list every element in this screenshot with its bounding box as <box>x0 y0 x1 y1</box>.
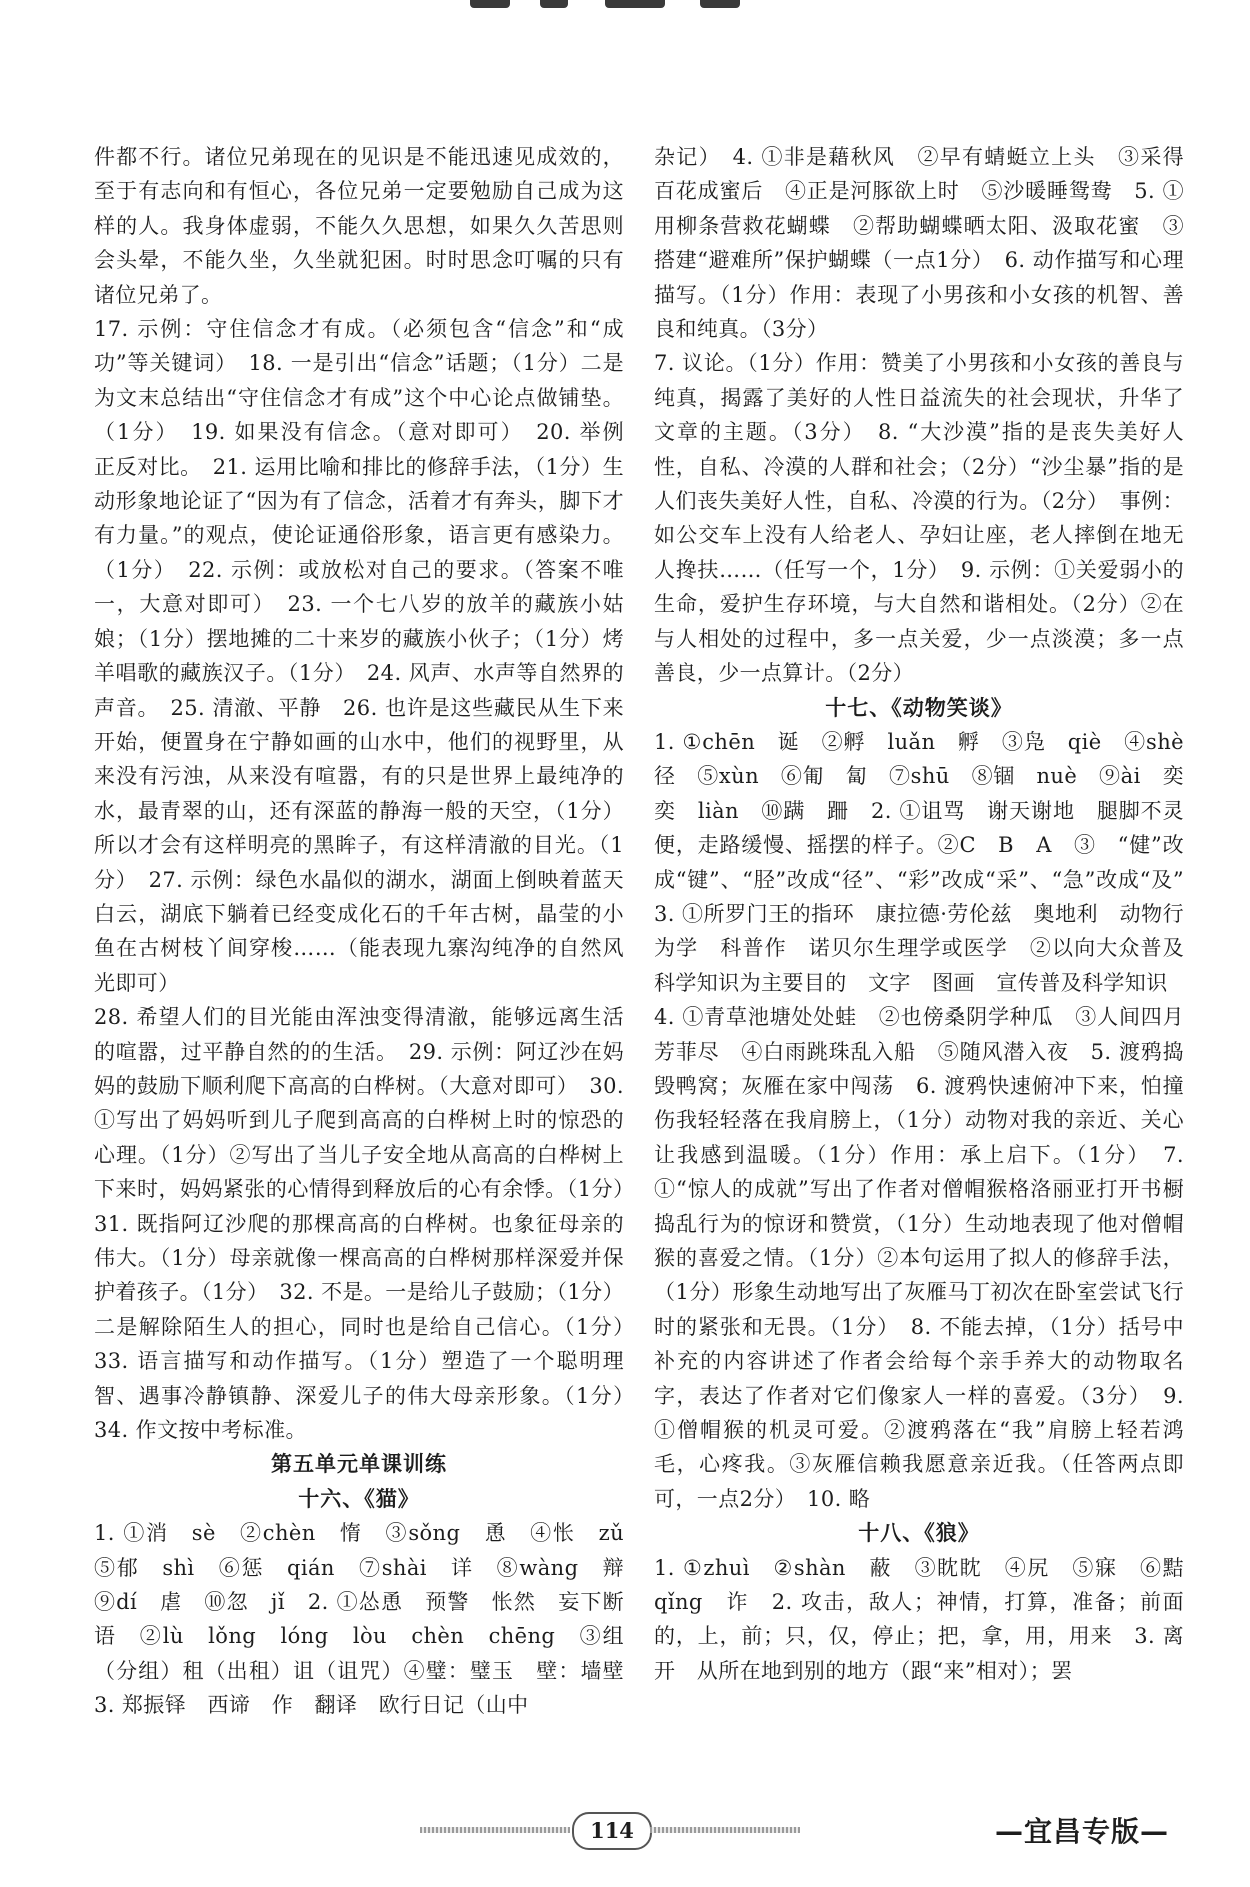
answer-paragraph: 件都不行。诸位兄弟现在的见识是不能迅速见成效的，至于有志向和有恒心，各位兄弟一定要勉励自己成为这样的人。我身体虚弱，不能久久思想，如果久久苦思则会头晕，不能久坐，久坐就犯困。时时思念叮嘱的只有诸位兄弟了。 <box>94 145 624 307</box>
page-footer <box>420 1808 1190 1850</box>
lesson-heading: 十七、《动物笑谈》 <box>825 694 1013 720</box>
answer-paragraph: 28. 希望人们的目光能由浑浊变得清澈，能够远离生活的喧嚣，过平静自然的的生活。 29. 示例：阿辽沙在妈妈的鼓励下顺利爬下高高的白桦树。（大意对即可） 30. ①写出了妈妈听到儿子爬到高高的白桦树上时的惊恐的心理。（1分）②写出了当儿子安全地从高高的白桦树上下来时，妈妈紧张的心情得到释放后的心有余悸。（1分） 31. 既指阿辽沙爬的那棵高高的白桦树。也象征母亲的伟大。（1分）母亲就像一棵高高的白桦树那样深爱并保护着孩子。（1分） 32. 不是。一是给儿子鼓励；（1分）二是解除陌生人的担心，同时也是给自己信心。（1分） 33. 语言描写和动作描写。（1分）塑造了一个聪明理智、遇事冷静镇静、深爱儿子的伟大母亲形象。（1分） 34. 作文按中考标准。 <box>94 1005 646 1443</box>
answer-paragraph: 1. ①zhuì ②shàn 蔽 ③眈眈 ④尻 ⑤寐 ⑥黠 qǐng 诈 2. 攻击，敌人；神情，打算，准备；前面的，上，前；只，仅，停止；把，拿，用，用来 3. 离开 从所在地到别的地方（跟“来”相对）；罢 <box>654 1555 1206 1683</box>
answer-paragraph: 1. ①chēn 诞 ②孵 luǎn 孵 ③凫 qiè ④shè 径 ⑤xùn ⑥匍 匐 ⑦shū ⑧锢 nuè ⑨ài 奕奕 liàn ⑩蹒 跚 2. ①诅骂 谢天谢地 腿脚不灵便，走路缓慢、摇摆的样子。②C B A ③ “健”改成“键”、“胫”改成“径”、“彩”改成“采”、“急”改成“及” 3. ①所罗门王的指环 康拉德·劳伦兹 奥地利 动物行为学 科普作 诺贝尔生理学或医学 ②以向大众普及科学知识为主要目的 文字 图画 宣传普及科学知识 <box>654 729 1206 995</box>
answer-paragraph: 4. ①青草池塘处处蛙 ②也傍桑阴学种瓜 ③人间四月芳菲尽 ④白雨跳珠乱入船 ⑤随风潜入夜 5. 渡鸦捣毁鸭窝；灰雁在家中闯荡 6. 渡鸦快速俯冲下来，怕撞伤我轻轻落在我肩膀上，（1分）动物对我的亲近、关心让我感到温暖。（1分）作用：承上启下。（1分） 7. ①“惊人的成就”写出了作者对僧帽猴格洛丽亚打开书橱捣乱行为的惊讶和赞赏，（1分）生动地表现了他对僧帽猴的喜爱之情。（1分）②本句运用了拟人的修辞手法，（1分）形象生动地写出了灰雁马丁初次在卧室尝试飞行时的紧张和无畏。（1分） 8. 不能去掉，（1分）括号中补充的内容讲述了作者会给每个亲手养大的动物取名字，表达了作者对它们像家人一样的喜爱。（3分） 9. ①僧帽猴的机灵可爱。②渡鸦落在“我”肩膀上轻若鸿毛，心疼我。③灰雁信赖我愿意亲近我。（任答两点即可，一点2分） 10. 略 <box>654 1005 1184 1511</box>
answer-paragraph: 17. 示例：守住信念才有成。（必须包含“信念”和“成功”等关键词） 18. 一是引出“信念”话题；（1分）二是为文末总结出“守住信念才有成”这个中心论点做铺垫。（1分） 19. 如果没有信念。（意对即可） 20. 举例 正反对比。 21. 运用比喻和排比的修辞手法，（1分）生动形象地论证了“因为有了信念，活着才有奔头，脚下才有力量。”的观点，使论证通俗形象，语言更有感染力。（1分） 22. 示例：或放松对自己的要求。（答案不唯一，大意对即可） 23. 一个七八岁的放羊的藏族小姑娘；（1分）摆地摊的二十来岁的藏族小伙子；（1分）烤羊唱歌的藏族汉子。（1分） 24. 风声、水声等自然界的声音。 25. 清澈、平静 26. 也许是这些藏民从生下来开始，便置身在宁静如画的山水中，他们的视野里，从来没有污浊，从来没有喧嚣，有的只是世界上最纯净的水，最青翠的山，还有深蓝的静海一般的天空，（1分）所以才会有这样明亮的黑眸子，有这样清澈的目光。（1分） 27. 示例：绿色水晶似的湖水，湖面上倒映着蓝天白云，湖底下躺着已经变成化石的千年古树，晶莹的小鱼在古树枝丫间穿梭……（能表现九寨沟纯净的自然风光即可） <box>94 317 646 995</box>
footer-decoration <box>420 1827 570 1833</box>
lesson-heading: 十六、《猫》 <box>298 1485 420 1511</box>
top-binding-marks <box>470 0 770 10</box>
edition-label: —宜昌专版— <box>995 1815 1170 1848</box>
footer-decoration <box>650 1827 800 1833</box>
answer-paragraph: 1. ①消 sè ②chèn 惰 ③sǒng 恿 ④怅 zǔ ⑤郁 shì ⑥惩 qián ⑦shài 详 ⑧wàng 辩 ⑨dí 虐 ⑩忽 jǐ 2. ①怂恿 预警 怅然 妄下断语 ②lù lǒng lóng lòu chèn chēng ③组（分组）租（出租）诅（诅咒）④璧：璧玉 壁：墙壁 3. 郑振铎 西谛 作 翻译 欧行日记（山中 <box>94 1521 646 1718</box>
lesson-heading: 十八、《狼》 <box>858 1520 980 1546</box>
left-column <box>94 140 646 1723</box>
answer-paragraph: 7. 议论。（1分）作用：赞美了小男孩和小女孩的善良与纯真，揭露了美好的人性日益流失的社会现状，升华了文章的主题。（3分） 8. “大沙漠”指的是丧失美好人性，自私、冷漠的人群和社会；（2分）“沙尘暴”指的是人们丧失美好人性，自私、冷漠的行为。（2分） 事例：如公交车上没有人给老人、孕妇让座，老人摔倒在地无人搀扶……（任写一个，1分） 9. 示例：①关爱弱小的生命，爱护生存环境，与大自然和谐相处。（2分）②在与人相处的过程中，多一点关爱，少一点淡漠；多一点善良，少一点算计。（2分） <box>654 351 1184 686</box>
unit-heading: 第五单元单课训练 <box>271 1451 447 1477</box>
answer-paragraph: 杂记） 4. ①非是藉秋风 ②早有蜻蜓立上头 ③采得百花成蜜后 ④正是河豚欲上时 ⑤沙暖睡鸳鸯 5. ①用柳条营救花蝴蝶 ②帮助蝴蝶晒太阳、汲取花蜜 ③搭建“避难所”保护蝴蝶（一点1分） 6. 动作描写和心理描写。（1分）作用：表现了小男孩和小女孩的机智、善良和纯真。（3分） <box>654 145 1184 342</box>
right-column <box>654 140 1206 1688</box>
page-number: 114 <box>572 1812 652 1850</box>
